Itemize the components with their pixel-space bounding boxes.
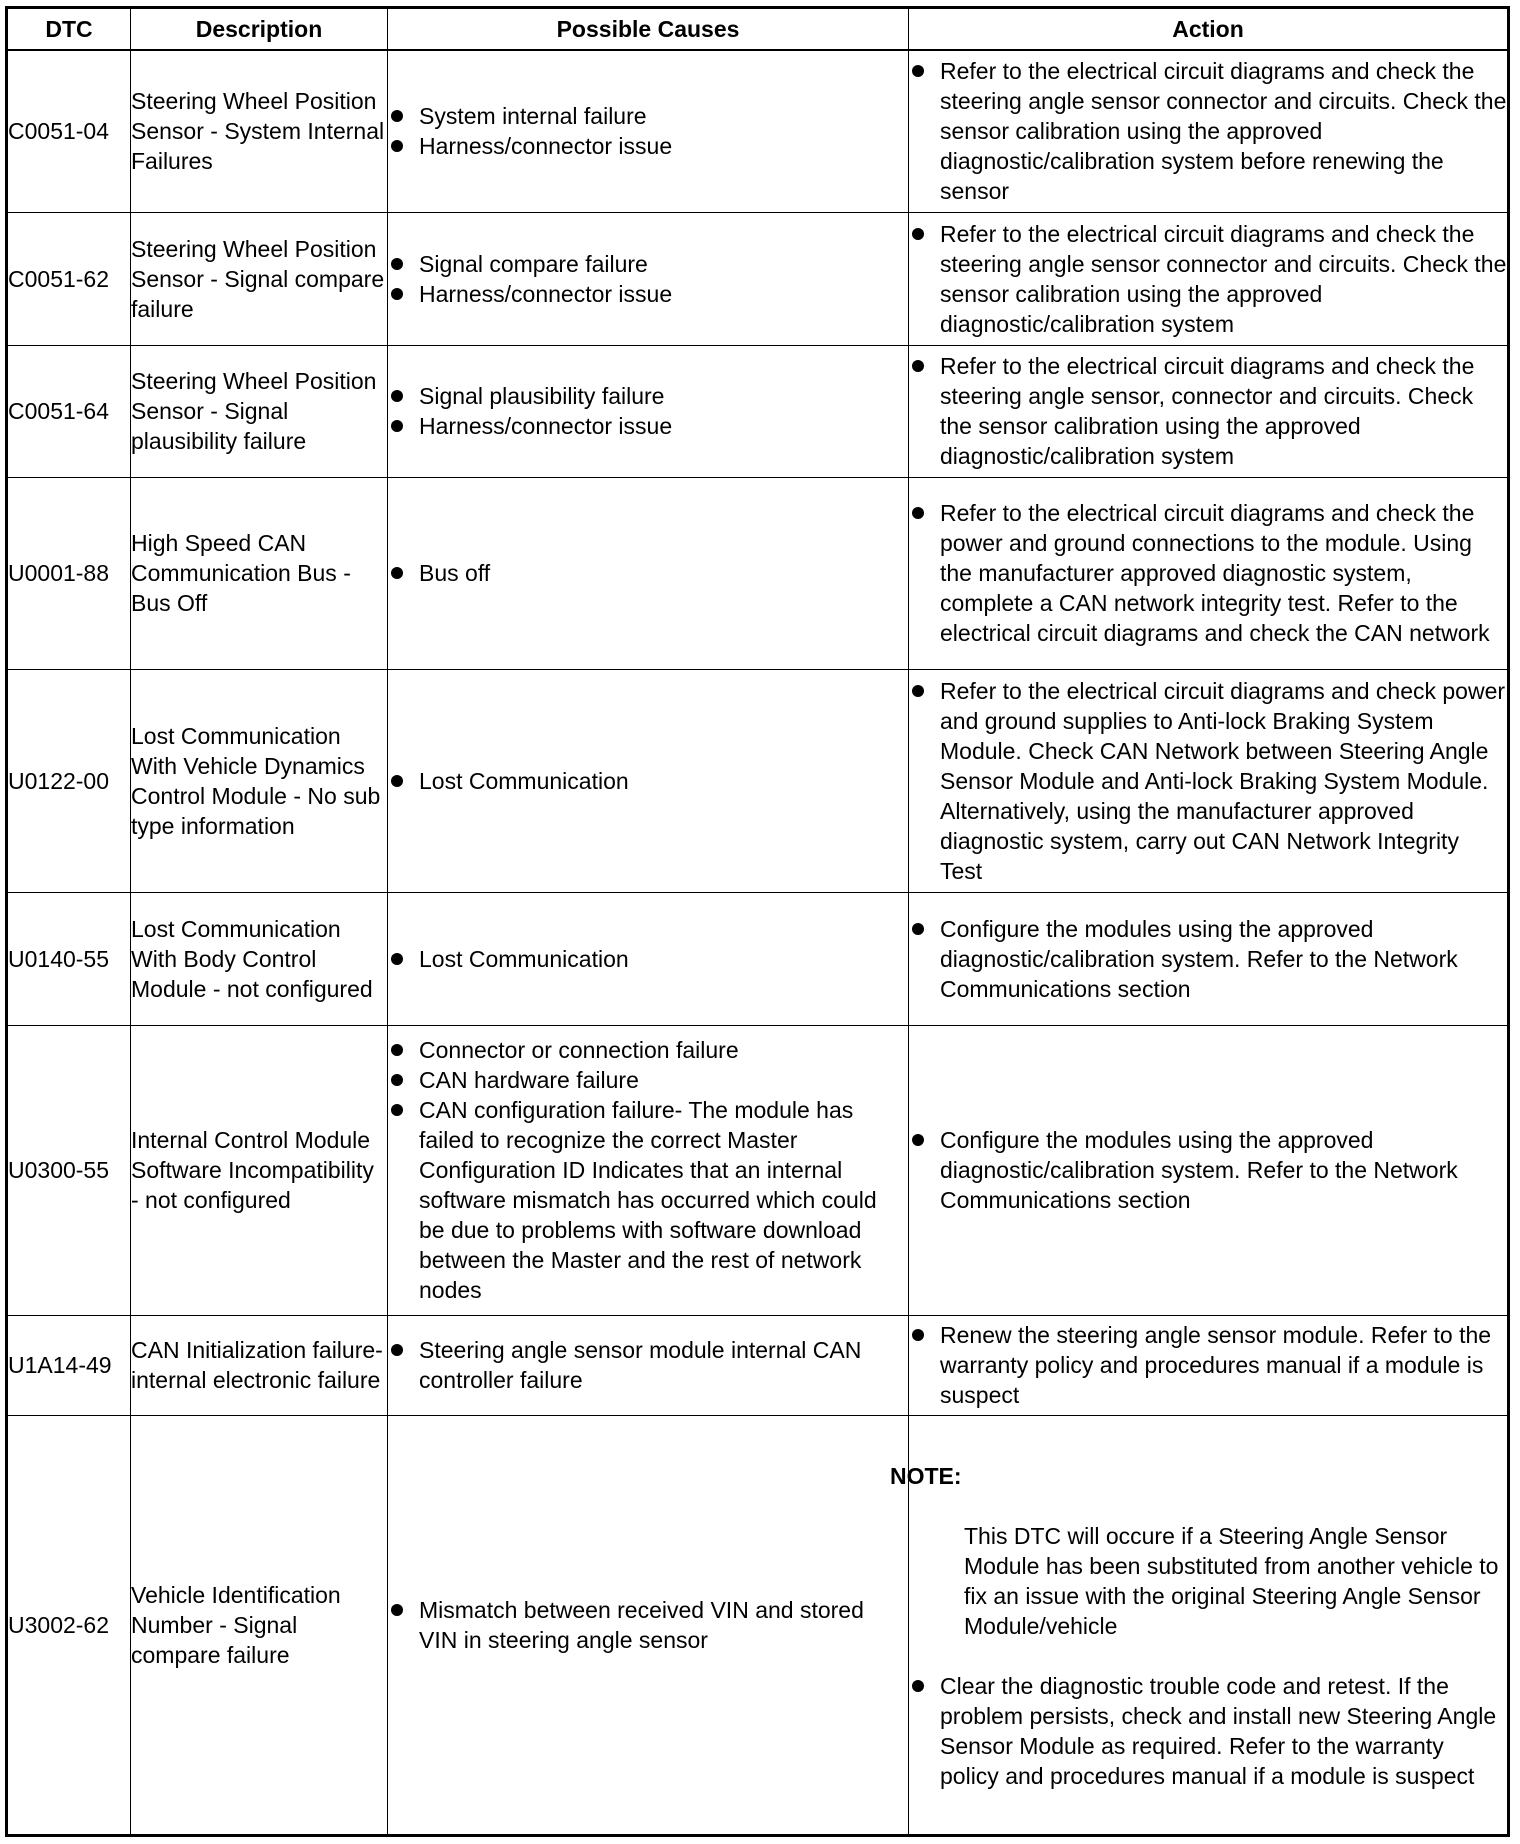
action	[909, 50, 1509, 212]
action	[909, 345, 1509, 477]
dtc-code: U0300-55	[7, 1025, 131, 1315]
table-row	[7, 212, 1509, 345]
action-item: Renew the steering angle sensor module. Refer to the warranty policy and procedures manual if a module is suspect	[909, 1320, 1507, 1410]
table-row	[7, 477, 1509, 669]
note-text: This DTC will occure if a Steering Angle Sensor Module has been substituted from another vehicle to fix an issue with the original Steering Angle Sensor Module/vehicle	[964, 1522, 1499, 1639]
possible-causes	[388, 1415, 909, 1835]
description: Vehicle Identification Number - Signal compare failure	[131, 1415, 388, 1835]
action	[909, 669, 1509, 892]
description: CAN Initialization failure- internal electronic failure	[131, 1315, 388, 1415]
possible-causes	[388, 669, 909, 892]
cause-item: CAN hardware failure	[388, 1065, 908, 1095]
action	[909, 1315, 1509, 1415]
action-item: Refer to the electrical circuit diagrams and check the steering angle sensor, connector and circuits. Check the sensor calibration using the approved diagnostic/calibration system	[909, 351, 1507, 471]
action-item: Refer to the electrical circuit diagrams and check power and ground supplies to Anti-lock Braking System Module. Check CAN Network between Steering Angle Sensor Module and Anti-lock Braking System Module. Alternatively, using the manufacturer approved diagnostic system, carry out CAN Network Integrity Test	[909, 676, 1507, 886]
action	[909, 892, 1509, 1025]
action	[909, 477, 1509, 669]
description: High Speed CAN Communication Bus - Bus Off	[131, 477, 388, 669]
possible-causes	[388, 477, 909, 669]
action-item: Refer to the electrical circuit diagrams and check the steering angle sensor connector and circuits. Check the sensor calibration using the approved diagnostic/calibration system before renewing the sensor	[909, 56, 1507, 206]
cause-item: Signal plausibility failure	[388, 381, 908, 411]
description: Lost Communication With Body Control Module - not configured	[131, 892, 388, 1025]
action	[909, 1025, 1509, 1315]
cause-item: Harness/connector issue	[388, 131, 908, 161]
header-possible-causes: Possible Causes	[388, 8, 909, 51]
dtc-code: U0140-55	[7, 892, 131, 1025]
header-row	[7, 8, 1509, 51]
action	[890, 1415, 1509, 1835]
header-action: Action	[909, 8, 1509, 51]
cause-item: Bus off	[388, 558, 908, 588]
cause-item: Mismatch between received VIN and stored VIN in steering angle sensor	[388, 1595, 908, 1655]
note-label: NOTE:	[890, 1462, 962, 1489]
cause-item: Signal compare failure	[388, 249, 908, 279]
possible-causes	[388, 1025, 909, 1315]
action	[909, 212, 1509, 345]
table-row	[7, 669, 1509, 892]
action-item: Configure the modules using the approved diagnostic/calibration system. Refer to the Network Communications section	[909, 914, 1507, 1004]
description: Steering Wheel Position Sensor - Signal plausibility failure	[131, 345, 388, 477]
possible-causes	[388, 1315, 909, 1415]
dtc-code: U0122-00	[7, 669, 131, 892]
description: Steering Wheel Position Sensor - Signal compare failure	[131, 212, 388, 345]
possible-causes	[388, 892, 909, 1025]
action-item: Refer to the electrical circuit diagrams and check the power and ground connections to the module. Using the manufacturer approved diagnostic system, complete a CAN network integrity test. Refer to the electrical circuit diagrams and check the CAN network	[909, 498, 1507, 648]
description: Steering Wheel Position Sensor - System Internal Failures	[131, 50, 388, 212]
cause-item: Steering angle sensor module internal CAN controller failure	[388, 1335, 908, 1395]
action-item: Refer to the electrical circuit diagrams and check the steering angle sensor connector and circuits. Check the sensor calibration using the approved diagnostic/calibration system	[909, 219, 1507, 339]
header-description: Description	[131, 8, 388, 51]
cause-item: Harness/connector issue	[388, 411, 908, 441]
dtc-code: U1A14-49	[7, 1315, 131, 1415]
table-row	[7, 50, 1509, 212]
table-row	[7, 1415, 1509, 1835]
possible-causes	[388, 50, 909, 212]
possible-causes	[388, 212, 909, 345]
cause-item: CAN configuration failure- The module has failed to recognize the correct Master Configuration ID Indicates that an internal software mismatch has occurred which could be due to problems with software download between the Master and the rest of network nodes	[388, 1095, 908, 1305]
possible-causes	[388, 345, 909, 477]
table-row	[7, 1025, 1509, 1315]
description: Lost Communication With Vehicle Dynamics Control Module - No sub type information	[131, 669, 388, 892]
dtc-code: U0001-88	[7, 477, 131, 669]
description: Internal Control Module Software Incompatibility - not configured	[131, 1025, 388, 1315]
dtc-code: C0051-64	[7, 345, 131, 477]
cause-item: System internal failure	[388, 101, 908, 131]
cause-item: Lost Communication	[388, 944, 908, 974]
cause-item: Lost Communication	[388, 766, 908, 796]
table-row	[7, 345, 1509, 477]
dtc-table	[5, 6, 1510, 1837]
action-item: Configure the modules using the approved diagnostic/calibration system. Refer to the Network Communications section	[909, 1125, 1507, 1215]
dtc-code: C0051-04	[7, 50, 131, 212]
action-item: Clear the diagnostic trouble code and retest. If the problem persists, check and install new Steering Angle Sensor Module as required. Refer to the warranty policy and procedures manual if a module is suspect	[909, 1671, 1507, 1791]
cause-item: Harness/connector issue	[388, 279, 908, 309]
dtc-code: C0051-62	[7, 212, 131, 345]
cause-item: Connector or connection failure	[388, 1035, 908, 1065]
table-row	[7, 892, 1509, 1025]
table-row	[7, 1315, 1509, 1415]
header-dtc: DTC	[7, 8, 131, 51]
dtc-code: U3002-62	[7, 1415, 131, 1835]
